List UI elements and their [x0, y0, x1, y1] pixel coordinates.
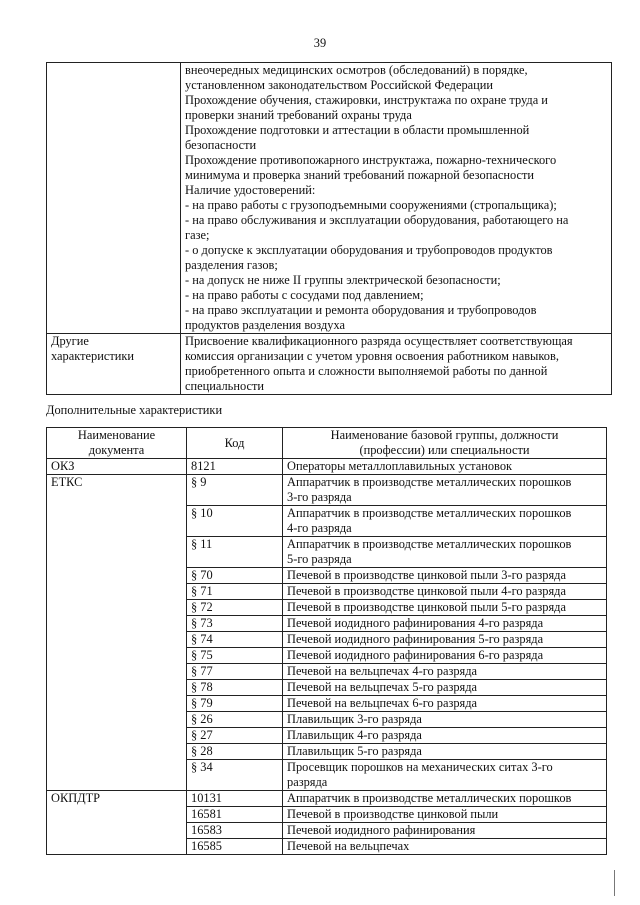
profession-name-line: Просевщик порошков на механических ситах 3-го	[287, 760, 553, 774]
document-name-cell: ОКЗ	[47, 459, 187, 475]
qualification-text-line: - на право эксплуатации и ремонта оборудования и трубопроводов	[185, 303, 537, 317]
header-name-line: Наименование базовой группы, должности	[330, 428, 559, 442]
qualification-text-cell	[181, 63, 612, 334]
profession-name-cell	[283, 839, 607, 855]
qualification-text-line: безопасности	[185, 138, 257, 152]
profession-name-cell	[283, 459, 607, 475]
profession-name-line: Печевой в производстве цинковой пыли 5-го разряда	[287, 600, 566, 614]
profession-name-line: Аппаратчик в производстве металлических порошков	[287, 537, 572, 551]
profession-name-line: разряда	[287, 775, 328, 789]
code-cell: 8121	[187, 459, 283, 475]
profession-name-line: 3-го разряда	[287, 490, 352, 504]
code-cell: § 34	[187, 760, 283, 791]
code-cell: § 71	[187, 584, 283, 600]
profession-name-line: Аппаратчик в производстве металлических порошков	[287, 791, 572, 805]
profession-name-line: Печевой в производстве цинковой пыли 3-го разряда	[287, 568, 566, 582]
profession-name-cell	[283, 680, 607, 696]
code-cell: § 77	[187, 664, 283, 680]
other-characteristics-text-line: Присвоение квалификационного разряда осуществляет соответствующая	[185, 334, 573, 348]
code-cell: § 72	[187, 600, 283, 616]
profession-name-cell	[283, 728, 607, 744]
qualification-text-line: Прохождение противопожарного инструктажа, пожарно-технического	[185, 153, 557, 167]
code-cell: § 78	[187, 680, 283, 696]
header-base-group-name	[283, 428, 607, 459]
profession-name-cell	[283, 823, 607, 839]
code-cell: § 11	[187, 537, 283, 568]
table-row	[47, 791, 607, 807]
other-characteristics-text-line: специальности	[185, 379, 265, 393]
qualification-text-line: проверки знаний требований охраны труда	[185, 108, 412, 122]
profession-name-cell	[283, 696, 607, 712]
other-characteristics-text-line: приобретенного опыта и сложности выполняемой работы по данной	[185, 364, 548, 378]
code-cell: § 74	[187, 632, 283, 648]
header-name-line: (профессии) или специальности	[359, 443, 530, 457]
other-characteristics-label-line: характеристики	[51, 349, 135, 363]
code-cell: 16581	[187, 807, 283, 823]
profession-name-cell	[283, 632, 607, 648]
code-cell: 10131	[187, 791, 283, 807]
table-row	[47, 459, 607, 475]
profession-name-cell	[283, 664, 607, 680]
qualification-text-line: установленном законодательством Российской Федерации	[185, 78, 494, 92]
header-code: Код	[187, 428, 283, 459]
code-cell: § 75	[187, 648, 283, 664]
code-cell: § 26	[187, 712, 283, 728]
qualification-text-line: продуктов разделения воздуха	[185, 318, 345, 332]
other-characteristics-text	[181, 334, 612, 395]
code-cell: § 27	[187, 728, 283, 744]
other-characteristics-text-line: комиссия организации с учетом уровня освоения работником навыков,	[185, 349, 559, 363]
profession-name-line: Печевой на вельцпечах 6-го разряда	[287, 696, 478, 710]
profession-name-cell	[283, 760, 607, 791]
profession-name-cell	[283, 807, 607, 823]
profession-name-line: 5-го разряда	[287, 552, 352, 566]
code-cell: § 28	[187, 744, 283, 760]
header-document-name	[47, 428, 187, 459]
code-cell: § 79	[187, 696, 283, 712]
header-document-line: Наименование	[77, 428, 156, 442]
qualification-text-line: - о допуске к эксплуатации оборудования и трубопроводов продуктов	[185, 243, 553, 257]
code-cell: § 10	[187, 506, 283, 537]
document-name-cell: ЕТКС	[47, 475, 187, 791]
requirements-table	[46, 62, 612, 395]
page-edge-mark	[614, 870, 615, 896]
profession-name-cell	[283, 584, 607, 600]
code-cell: § 73	[187, 616, 283, 632]
profession-name-line: Аппаратчик в производстве металлических порошков	[287, 506, 572, 520]
table-row	[47, 475, 607, 506]
qualification-text-line: Прохождение обучения, стажировки, инструктажа по охране труда и	[185, 93, 548, 107]
qualification-text-line: - на допуск не ниже II группы электрической безопасности;	[185, 273, 501, 287]
profession-name-line: Печевой на вельцпечах 4-го разряда	[287, 664, 478, 678]
other-characteristics-row	[47, 334, 612, 395]
page-number: 39	[313, 36, 327, 50]
profession-name-line: Печевой на вельцпечах 5-го разряда	[287, 680, 478, 694]
header-row	[47, 428, 607, 459]
profession-name-line: 4-го разряда	[287, 521, 352, 535]
profession-name-line: Аппаратчик в производстве металлических порошков	[287, 475, 572, 489]
additional-characteristics-table	[46, 427, 607, 855]
profession-name-cell	[283, 648, 607, 664]
profession-name-line: Печевой иодидного рафинирования 4-го разряда	[287, 616, 544, 630]
profession-name-line: Печевой иодидного рафинирования 5-го разряда	[287, 632, 544, 646]
code-cell: 16583	[187, 823, 283, 839]
profession-name-line: Плавильщик 3-го разряда	[287, 712, 422, 726]
qualification-text-line: Наличие удостоверений:	[185, 183, 316, 197]
profession-name-cell	[283, 568, 607, 584]
profession-name-line: Печевой иодидного рафинирования 6-го разряда	[287, 648, 544, 662]
qualification-text-line: внеочередных медицинских осмотров (обследований) в порядке,	[185, 63, 528, 77]
profession-name-line: Печевой на вельцпечах	[287, 839, 410, 853]
qualification-row	[47, 63, 612, 334]
document-name-cell: ОКПДТР	[47, 791, 187, 855]
profession-name-line: Операторы металлоплавильных установок	[287, 459, 513, 473]
profession-name-cell	[283, 475, 607, 506]
code-cell: § 70	[187, 568, 283, 584]
qualification-text-line: разделения газов;	[185, 258, 278, 272]
qualification-text-line: газе;	[185, 228, 210, 242]
profession-name-line: Плавильщик 4-го разряда	[287, 728, 422, 742]
profession-name-line: Печевой иодидного рафинирования	[287, 823, 476, 837]
profession-name-line: Печевой в производстве цинковой пыли 4-го разряда	[287, 584, 566, 598]
qualification-text-line: - на право обслуживания и эксплуатации оборудования, работающего на	[185, 213, 569, 227]
qualification-text-line: - на право работы с сосудами под давлением;	[185, 288, 424, 302]
qualification-text-line: Прохождение подготовки и аттестации в области промышленной	[185, 123, 530, 137]
qualification-text-line: минимума и проверка знаний требований пожарной безопасности	[185, 168, 535, 182]
other-characteristics-label-line: Другие	[51, 334, 89, 348]
profession-name-line: Плавильщик 5-го разряда	[287, 744, 422, 758]
header-document-line: документа	[88, 443, 145, 457]
profession-name-line: Печевой в производстве цинковой пыли	[287, 807, 499, 821]
code-cell: § 9	[187, 475, 283, 506]
profession-name-cell	[283, 744, 607, 760]
profession-name-cell	[283, 616, 607, 632]
additional-characteristics-heading: Дополнительные характеристики	[46, 403, 223, 417]
code-cell: 16585	[187, 839, 283, 855]
other-characteristics-label	[47, 334, 181, 395]
profession-name-cell	[283, 537, 607, 568]
profession-name-cell	[283, 791, 607, 807]
qualification-text-line: - на право работы с грузоподъемными сооружениями (стропальщика);	[185, 198, 557, 212]
profession-name-cell	[283, 506, 607, 537]
profession-name-cell	[283, 600, 607, 616]
profession-name-cell	[283, 712, 607, 728]
qualification-label-cell	[47, 63, 181, 334]
